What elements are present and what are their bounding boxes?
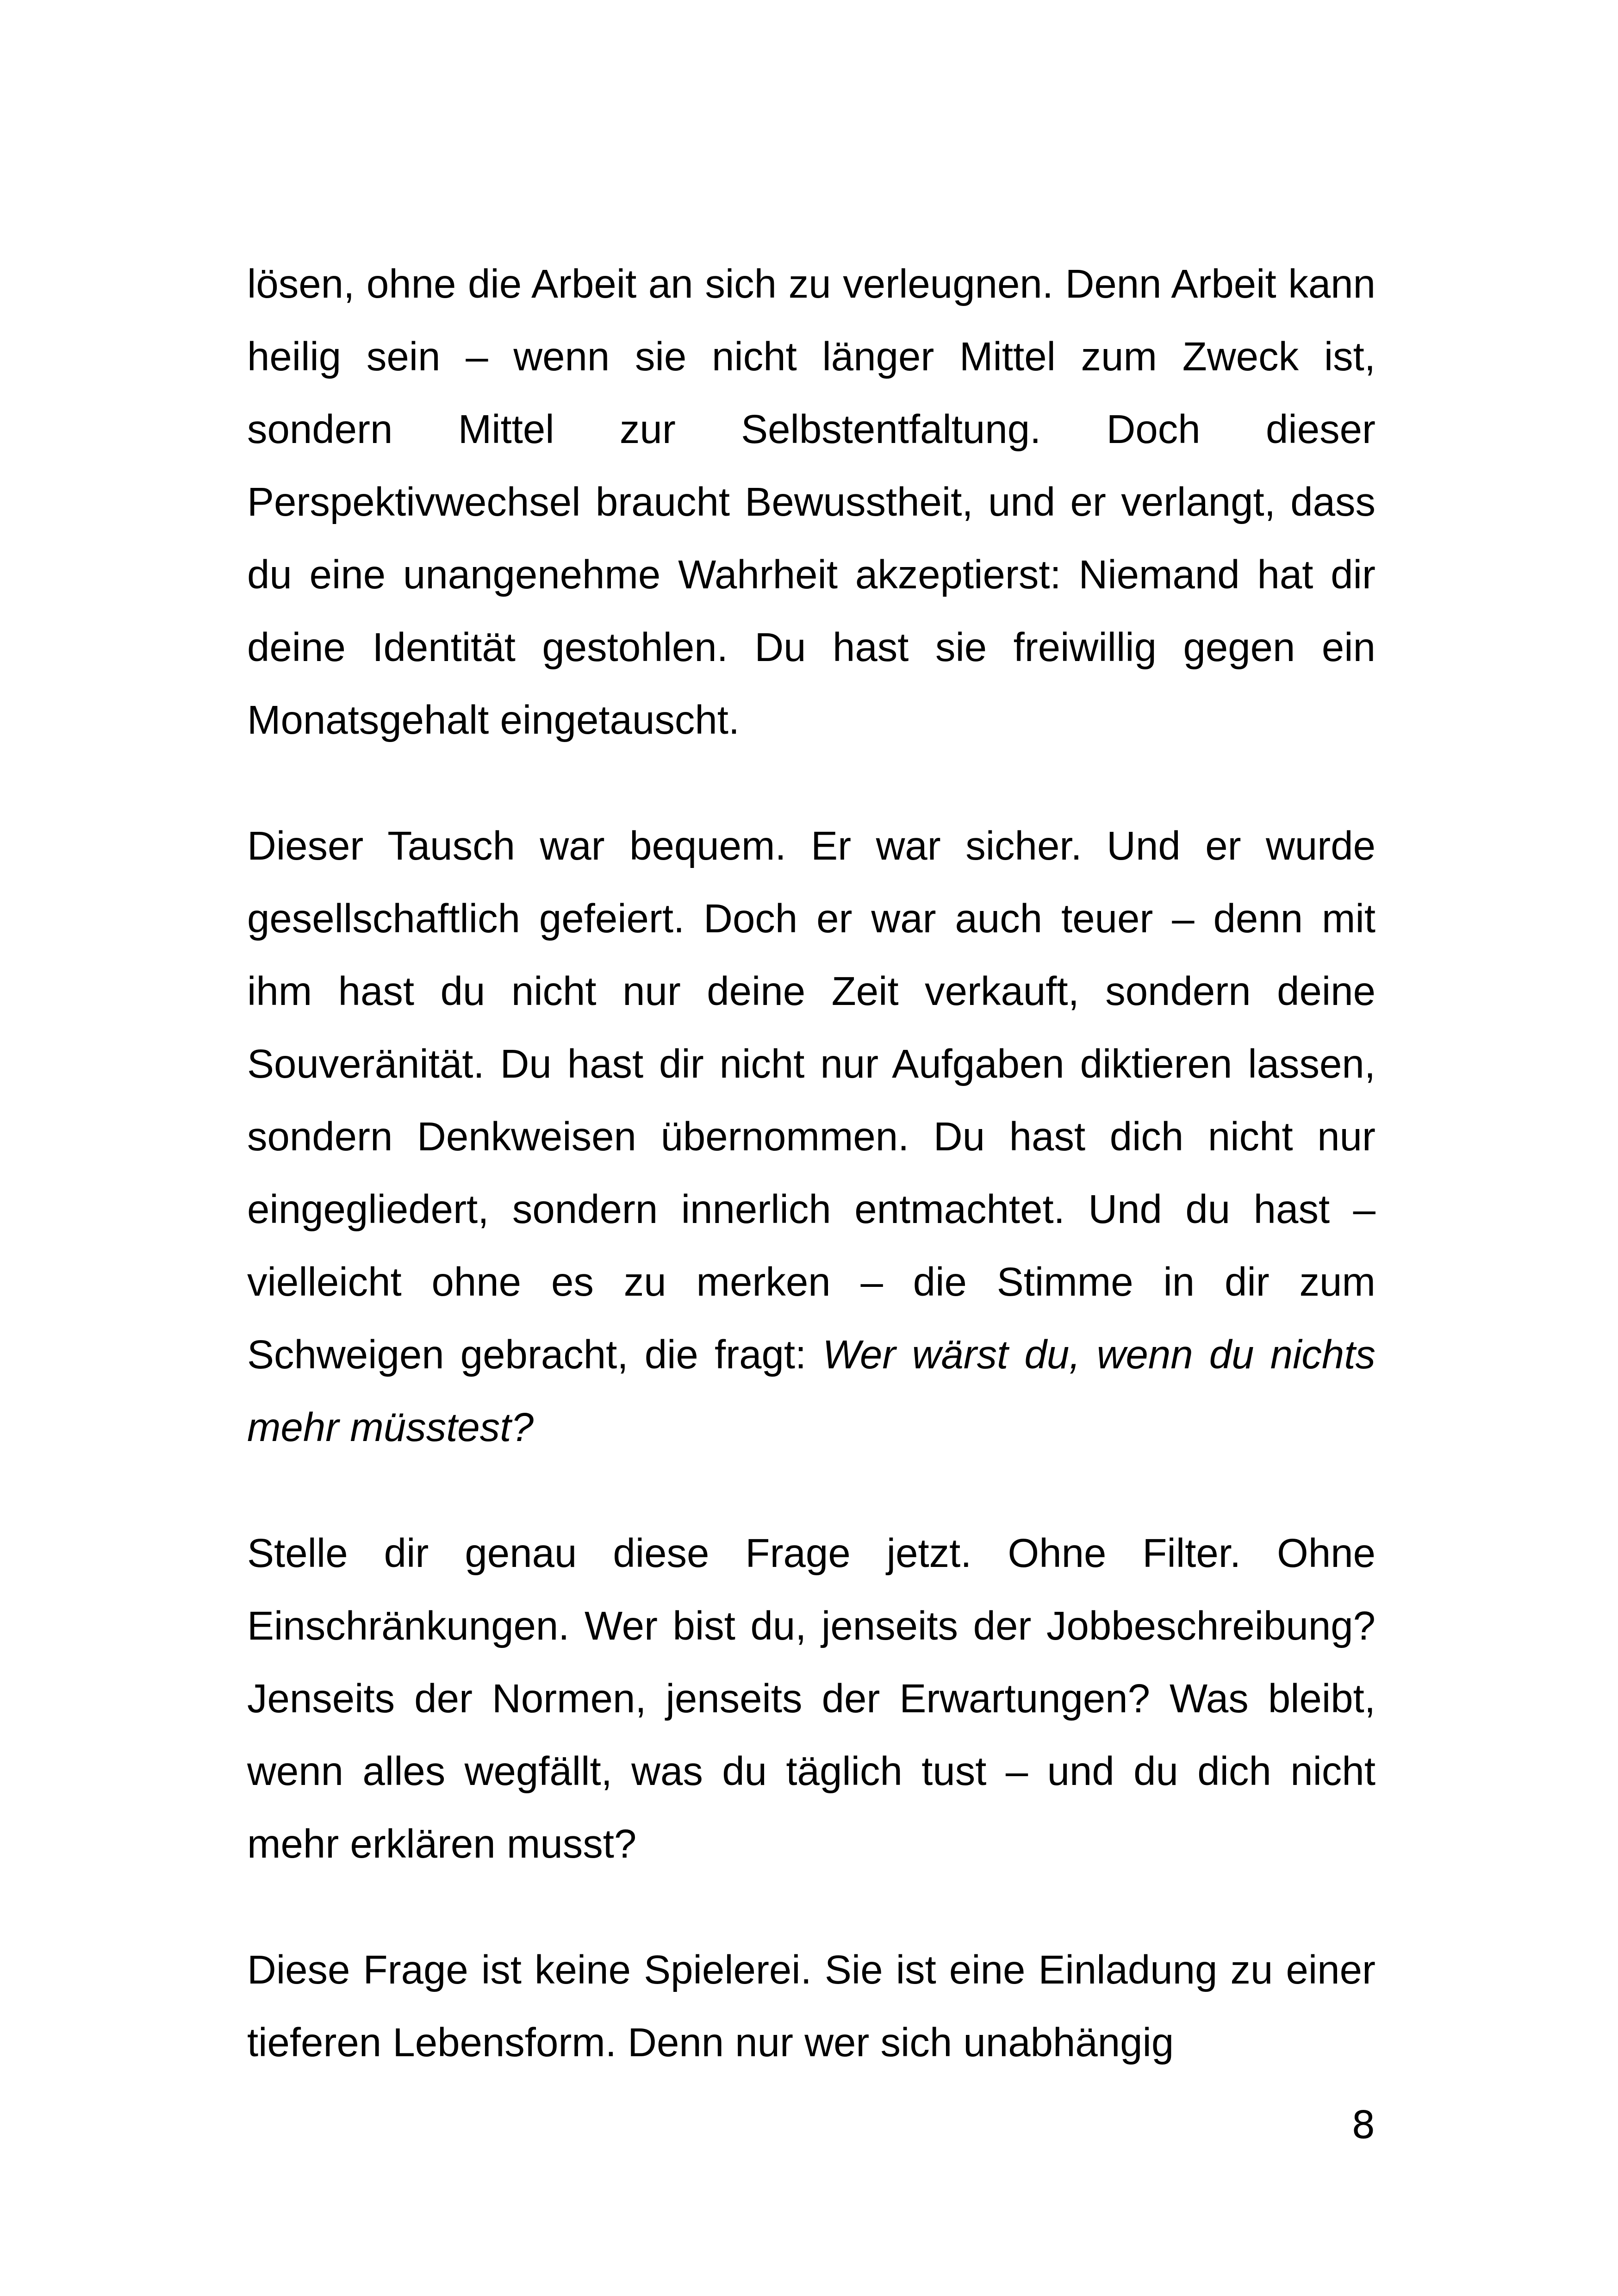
paragraph-2-text: Dieser Tausch war bequem. Er war sicher. Und er wurde gesellschaftlich gefeiert. Doch er war auch teuer – denn mit ihm hast du nicht nur deine Zeit verkauft, sondern deine Souveränität. Du hast dir nicht nur Aufgaben diktieren lassen, sondern Denkweisen übernommen. Du hast dich nicht nur eingegliedert, sondern innerlich entmachtet. Und du hast – vielleicht ohne es zu merken – die Stimme in dir zum Schweigen gebracht, die fragt:	[247, 824, 1375, 1377]
paragraph-2	[247, 810, 1375, 1464]
paragraph-4	[247, 1934, 1375, 2079]
paragraph-3	[247, 1517, 1375, 1880]
page-number: 8	[1351, 2103, 1375, 2147]
paragraph-2-italic-question: Wer wärst du, wenn du nichts mehr müsstest?	[247, 1332, 1375, 1450]
paragraph-4-text: Diese Frage ist keine Spielerei. Sie ist eine Einladung zu einer tieferen Lebensform. Denn nur wer sich unabhängig	[247, 1947, 1375, 2065]
paragraph-1-text: lösen, ohne die Arbeit an sich zu verleugnen. Denn Arbeit kann heilig sein – wenn sie nicht länger Mittel zum Zweck ist, sondern Mittel zur Selbstentfaltung. Doch dieser Perspektivwechsel braucht Bewusstheit, und er verlangt, dass du eine unangenehme Wahrheit akzeptierst: Niemand hat dir deine Identität gestohlen. Du hast sie freiwillig gegen ein Monatsgehalt eingetauscht.	[247, 262, 1375, 742]
body-text	[247, 248, 1375, 2132]
paragraph-1	[247, 248, 1375, 756]
paragraph-3-text: Stelle dir genau diese Frage jetzt. Ohne Filter. Ohne Einschränkungen. Wer bist du, jenseits der Jobbeschreibung? Jenseits der Normen, jenseits der Erwartungen? Was bleibt, wenn alles wegfällt, was du täglich tust – und du dich nicht mehr erklären musst?	[247, 1531, 1375, 1866]
